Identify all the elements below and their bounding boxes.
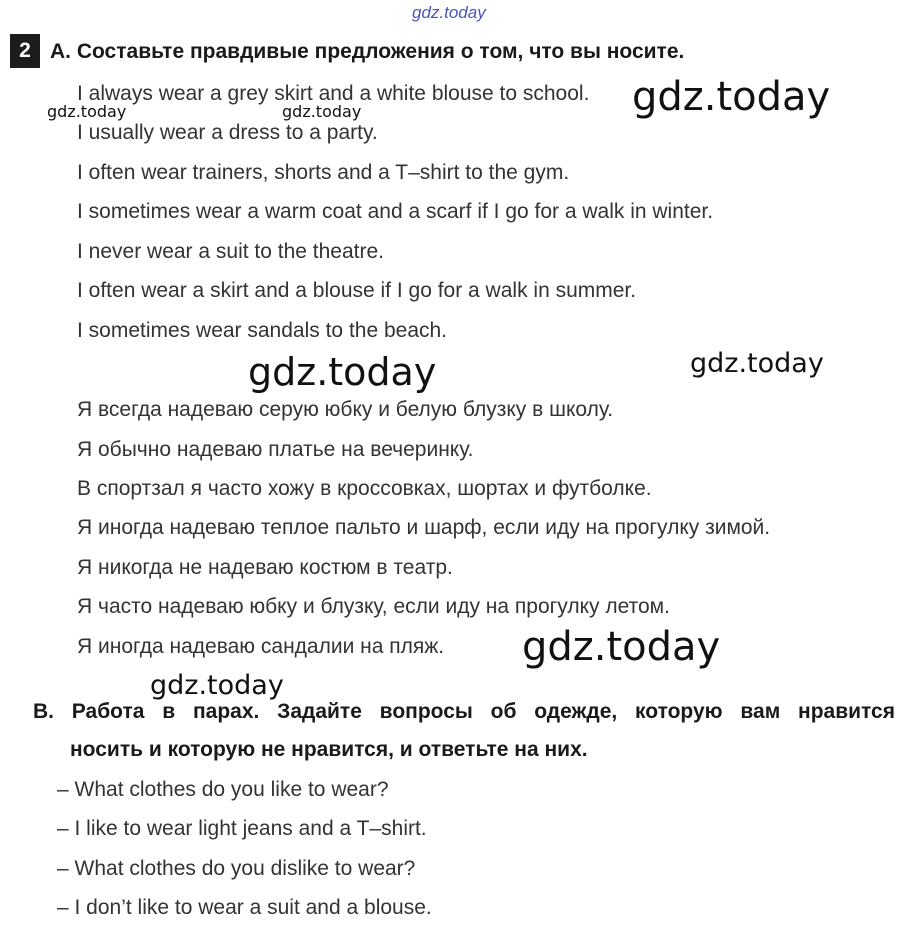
dialogue-line: – What clothes do you like to wear?	[57, 778, 389, 801]
watermark-large: gdz.today	[248, 350, 437, 394]
russian-sentence: Я никогда не надеваю костюм в театр.	[77, 556, 453, 579]
watermark-large: gdz.today	[522, 624, 721, 670]
russian-sentence: Я иногда надеваю теплое пальто и шарф, если иду на прогулку зимой.	[77, 516, 771, 539]
dialogue-line: – I don’t like to wear a suit and a blouse.	[57, 896, 432, 919]
russian-sentence: Я часто надеваю юбку и блузку, если иду на прогулку летом.	[77, 595, 670, 618]
part-a-heading: A. Составьте правдивые предложения о том, что вы носите.	[50, 40, 685, 63]
watermark-small: gdz.today	[47, 102, 127, 121]
english-sentence: I never wear a suit to the theatre.	[77, 240, 385, 263]
english-sentence: I sometimes wear sandals to the beach.	[77, 319, 448, 342]
watermark-medium: gdz.today	[150, 670, 284, 701]
english-sentence: I always wear a grey skirt and a white blouse to school.	[77, 82, 590, 105]
watermark-large: gdz.today	[628, 74, 834, 120]
dialogue-line: – What clothes do you dislike to wear?	[57, 857, 416, 880]
part-b-heading-line2: носить и которую не нравится, и ответьте на них.	[70, 738, 588, 761]
russian-sentence: В спортзал я часто хожу в кроссовках, шортах и футболке.	[77, 477, 652, 500]
english-sentence: I often wear trainers, shorts and a T–shirt to the gym.	[77, 161, 570, 184]
english-sentence: I often wear a skirt and a blouse if I go for a walk in summer.	[77, 279, 637, 302]
english-sentence: I sometimes wear a warm coat and a scarf if I go for a walk in winter.	[77, 200, 714, 223]
watermark-small: gdz.today	[282, 102, 362, 121]
part-b-heading-line1: B. Работа в парах. Задайте вопросы об одежде, которую вам нравится	[33, 700, 895, 723]
watermark-medium: gdz.today	[690, 348, 824, 379]
russian-sentence: Я всегда надеваю серую юбку и белую блузку в школу.	[77, 398, 614, 421]
russian-sentence: Я иногда надеваю сандалии на пляж.	[77, 635, 445, 658]
dialogue-line: – I like to wear light jeans and a T–shirt.	[57, 817, 427, 840]
english-sentence: I usually wear a dress to a party.	[77, 121, 378, 144]
russian-sentence: Я обычно надеваю платье на вечеринку.	[77, 438, 474, 461]
watermark-top: gdz.today	[412, 3, 486, 22]
exercise-number-badge: 2	[10, 34, 40, 68]
